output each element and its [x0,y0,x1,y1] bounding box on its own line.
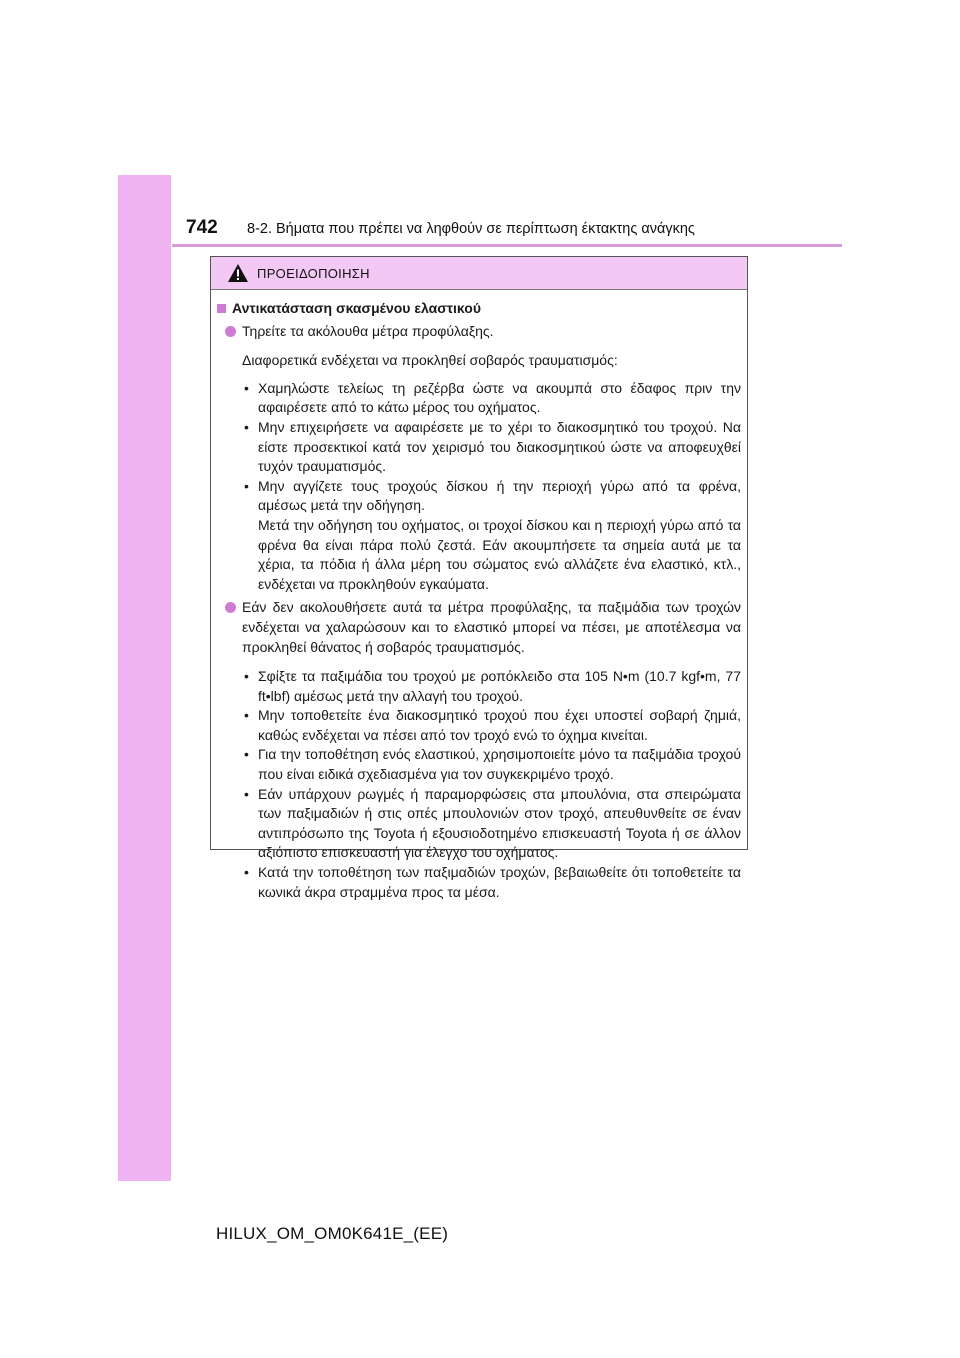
square-bullet-icon [217,304,226,313]
precaution-item-2-text: Εάν δεν ακολουθήσετε αυτά τα μέτρα προφύλαξης, τα παξιμάδια των τροχών ενδέχεται να χαλαρώσουν και το ελαστικό μπορεί να πέσει, με αποτέλεσμα να προκληθεί θάνατος ή σοβαρός τραυματισμός. [242,599,741,655]
list-item: • Για την τοποθέτηση ενός ελαστικού, χρησιμοποιείτε μόνο τα παξιμάδια τροχού που είναι ειδικά σχεδιασμένα για τον συγκεκριμένο τροχό. [242,745,741,784]
list-item-continuation: Μετά την οδήγηση του οχήματος, οι τροχοί δίσκου και η περιοχή γύρω από τα φρένα θα είναι πάρα πολύ ζεστά. Εάν ακουμπήσετε τα σημεία αυτά με τα χέρια, τα πόδια ή άλλα μέρη του σώματος ενώ αλλάζετε ένα ελαστικό, κτλ., ενδέχεται να προκληθούν εγκαύματα. [258,516,741,592]
precaution-intro: Διαφορετικά ενδέχεται να προκληθεί σοβαρός τραυματισμός: [242,352,618,369]
list-item: • Κατά την τοποθέτηση των παξιμαδιών τροχών, βεβαιωθείτε ότι τοποθετείτε τα κωνικά άκρα στραμμένα προς τα μέσα. [242,863,741,902]
precaution-item-2 [217,598,741,657]
header-rule [172,244,842,247]
page-number: 742 [186,217,218,238]
document-code: HILUX_OM_OM0K641E_(EE) [216,1224,449,1243]
list-item: • Μην επιχειρήσετε να αφαιρέσετε με το χέρι το διακοσμητικό του τροχού. Να είστε προσεκτικοί κατά τον χειρισμό του διακοσμητικού ώστε να αποφευχθεί τυχόν τραυματισμός. [242,418,741,477]
warning-title: ΠΡΟΕΙΔΟΠΟΙΗΣΗ [257,265,370,281]
warning-heading [217,299,741,319]
warning-content [211,290,747,902]
precaution-item-1-text: Τηρείτε τα ακόλουθα μέτρα προφύλαξης. [242,322,494,339]
list-item: • Σφίξτε τα παξιμάδια του τροχού με ροπόκλειδο στα 105 N•m (10.7 kgf•m, 77 ft•lbf) αμέσως μετά την αλλαγή του τροχού. [242,667,741,706]
list-item: • Μην τοποθετείτε ένα διακοσμητικό τροχού που έχει υποστεί σοβαρή ζημιά, καθώς ενδέχεται να πέσει από τον τροχό ενώ το όχημα κινείται. [242,706,741,745]
list-item: • Μην αγγίζετε τους τροχούς δίσκου ή την περιοχή γύρω από τα φρένα, αμέσως μετά την οδήγηση. [242,477,741,516]
precaution-item-1 [217,322,741,342]
list-item: • Εάν υπάρχουν ρωγμές ή παραμορφώσεις στα μπουλόνια, στα σπειρώματα των παξιμαδιών ή στις οπές μπουλονιών στον τροχό, απευθυνθείτε σε έναν αντιπρόσωπο της Toyota ή εξουσιοδοτημένο επισκευαστή Toyota ή σε άλλον αξιόπιστο επισκευαστή για έλεγχο του οχήματος. [242,785,741,863]
list-item: • Χαμηλώστε τελείως τη ρεζέρβα ώστε να ακουμπά στο έδαφος πριν την αφαιρέσετε από το κάτω μέρος του οχήματος. [242,379,741,418]
circle-bullet-icon [225,602,236,613]
circle-bullet-icon [225,326,236,337]
warning-triangle-icon [227,263,249,283]
side-tab-band [118,175,171,1181]
section-title: 8-2. Βήματα που πρέπει να ληφθούν σε περίπτωση έκτακτης ανάγκης [247,221,695,237]
warning-box [210,256,748,900]
precaution-list-1 [217,379,741,516]
warning-header [211,257,747,290]
warning-heading-text: Αντικατάσταση σκασμένου ελαστικού [232,300,481,316]
precaution-list-2 [217,667,741,902]
